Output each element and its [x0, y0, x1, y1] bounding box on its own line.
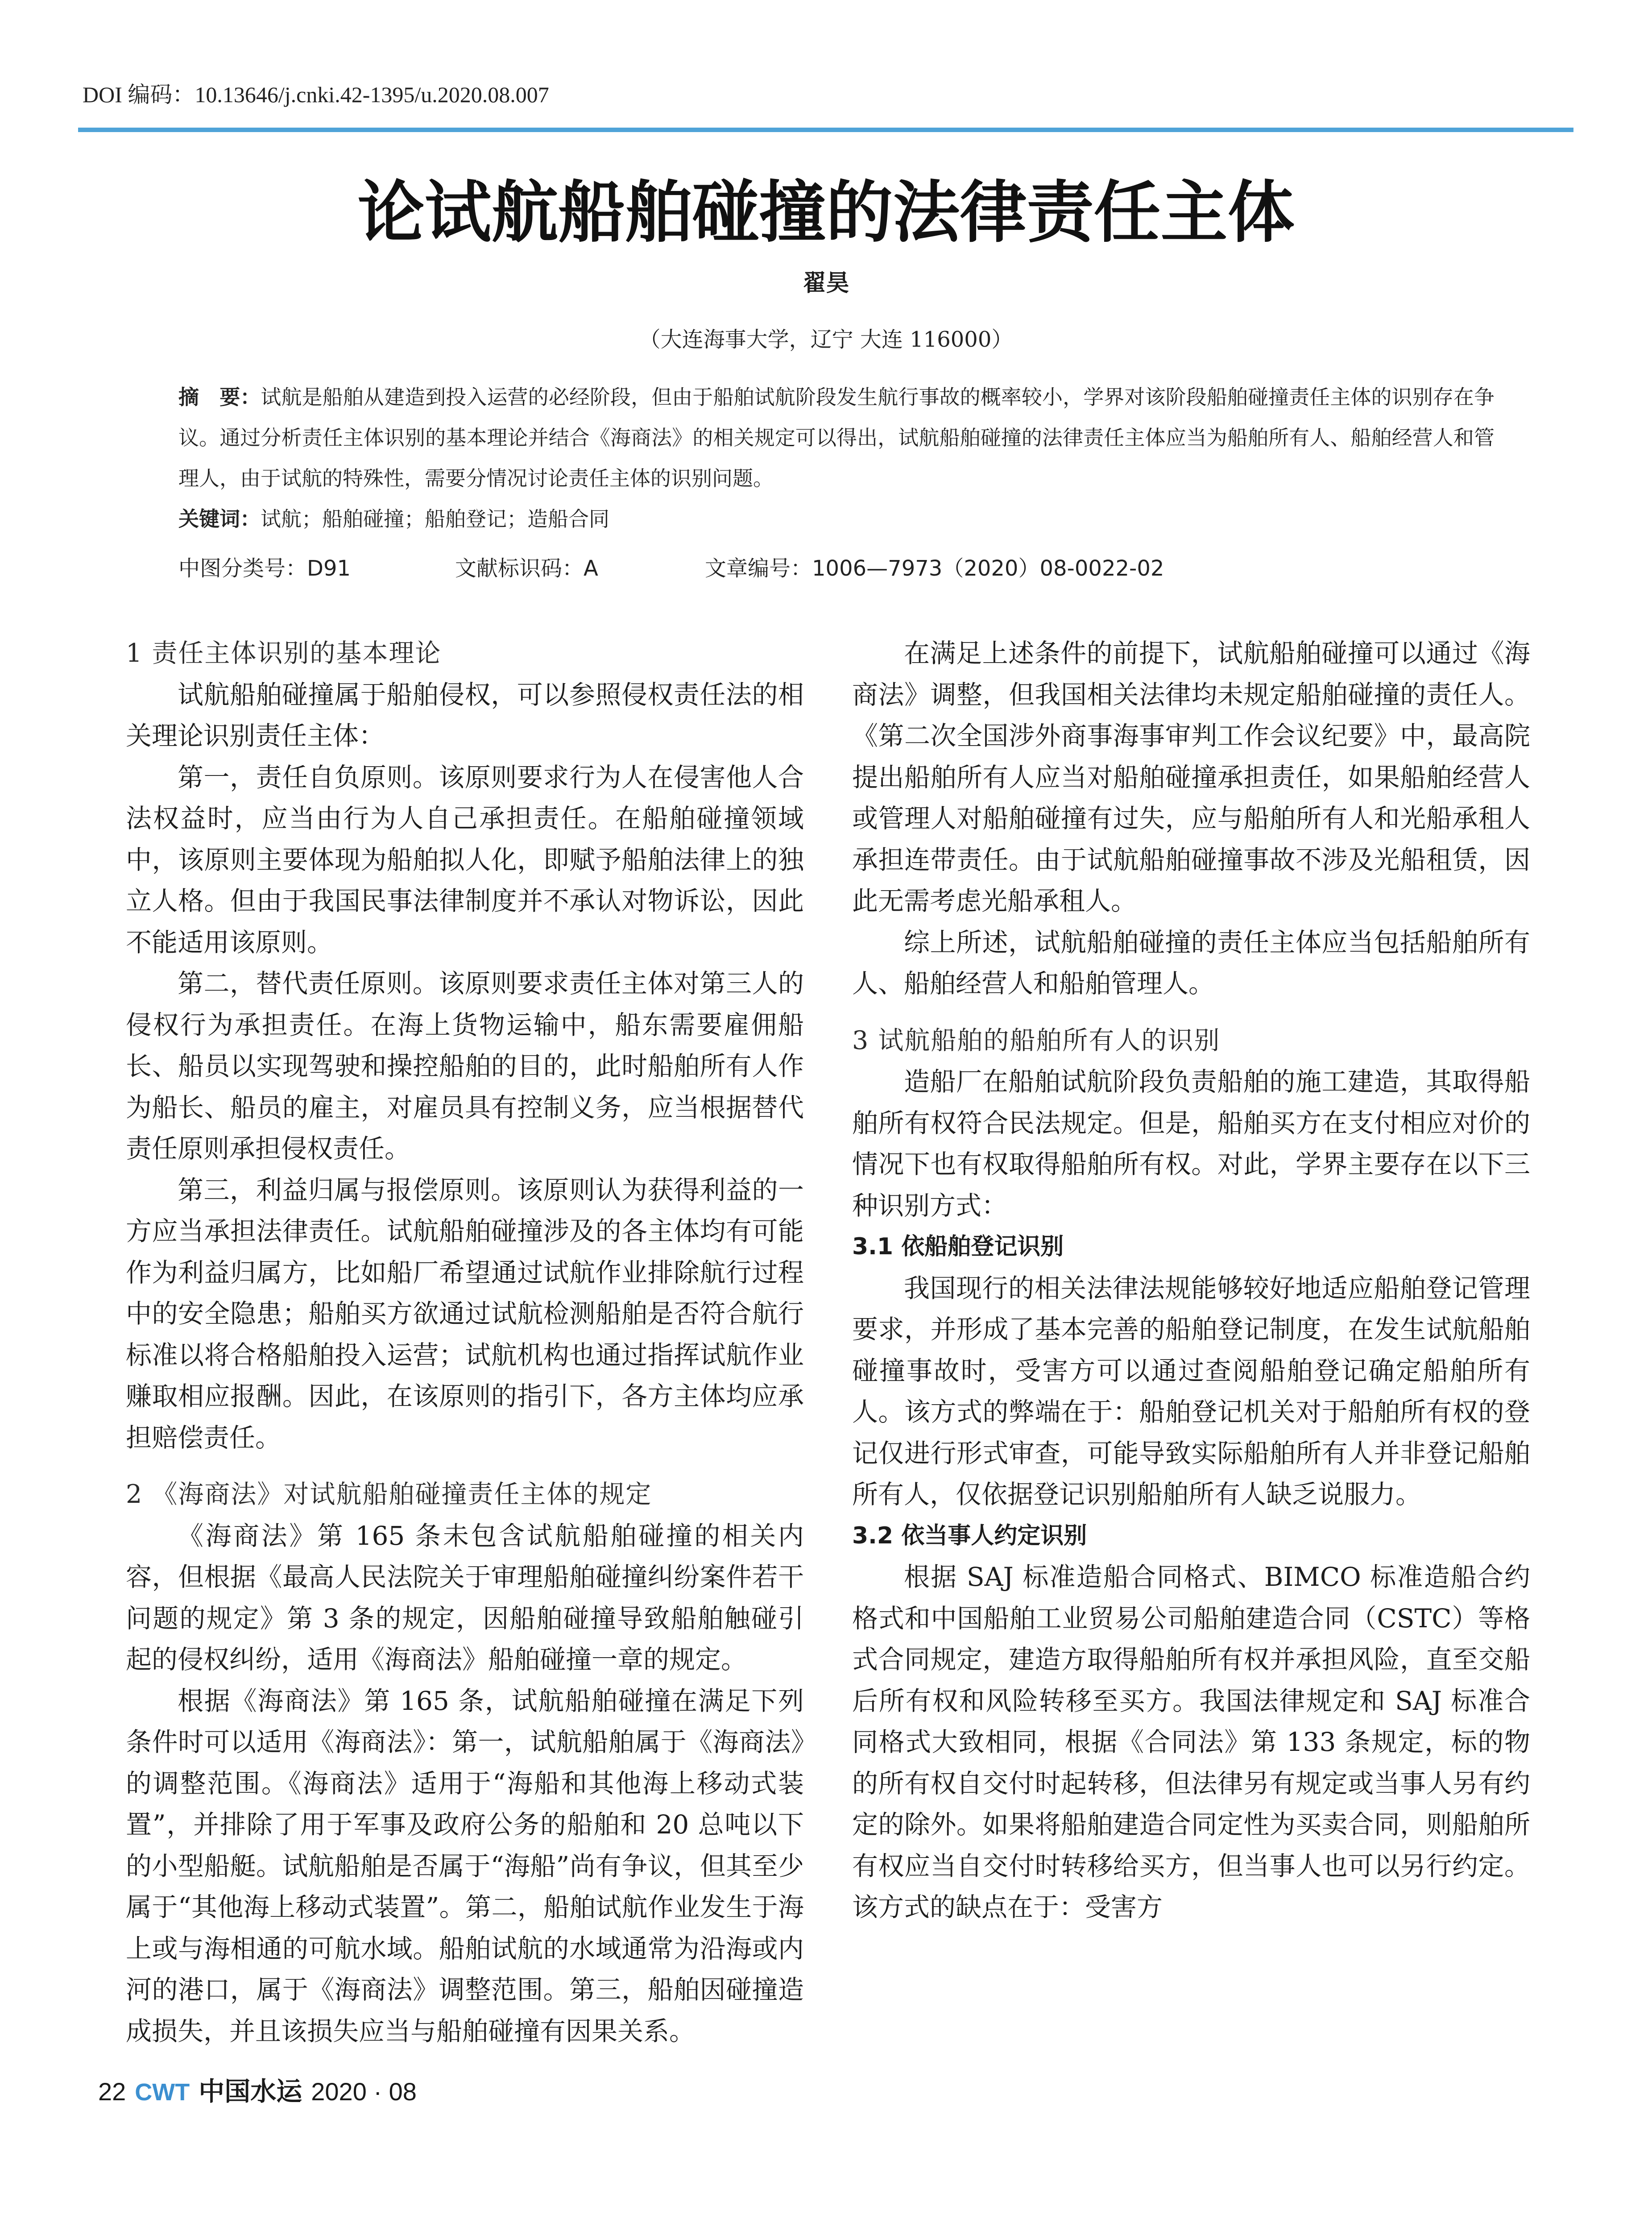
article-title: 论试航船舶碰撞的法律责任主体 [357, 174, 1295, 252]
abstract-block [178, 377, 1495, 539]
paragraph: 造船厂在船舶试航阶段负责船舶的施工建造，其取得船舶所有权符合民法规定。但是，船舶买方在支付相应对价的情况下也有权取得船舶所有权。对此，学界主要存在以下三种识别方式： [852, 1066, 1530, 1221]
section-3-2-heading: 3.2 依当事人约定识别 [852, 1522, 1087, 1549]
paragraph: 第三，利益归属与报偿原则。该原则认为获得利益的一方应当承担法律责任。试航船舶碰撞涉及的各主体均有可能作为利益归属方，比如船厂希望通过试航作业排除航行过程中的安全隐患；船舶买方欲通过试航检测船舶是否符合航行标准以将合格船舶投入运营；试航机构也通过指挥试航作业赚取相应报酬。因此，在该原则的指引下，各方主体均应承担赔偿责任。 [126, 1174, 804, 1453]
author-name: 翟昊 [803, 270, 849, 297]
section-1-heading: 1 责任主体识别的基本理论 [126, 639, 442, 668]
issue-number: 2020 · 08 [311, 2078, 417, 2106]
paragraph: 我国现行的相关法律法规能够较好地适应船舶登记管理要求，并形成了基本完善的船舶登记制度，在发生试航船舶碰撞事故时，受害方可以通过查阅船舶登记确定船舶所有人。该方式的弊端在于：船舶登记机关对于船舶所有权的登记仅进行形式审查，可能导致实际船舶所有人并非登记船舶所有人，仅依据登记识别船舶所有人缺乏说服力。 [852, 1273, 1530, 1509]
left-column [126, 633, 804, 2052]
article-number: 文章编号：1006—7973（2020）08-0022-02 [705, 556, 1164, 581]
paragraph: 在满足上述条件的前提下，试航船舶碰撞可以通过《海商法》调整，但我国相关法律均未规定船舶碰撞的责任人。《第二次全国涉外商事海事审判工作会议纪要》中，最高院提出船舶所有人应当对船舶碰撞承担责任，如果船舶经营人或管理人对船舶碰撞有过失，应与船舶所有人和光船承租人承担连带责任。由于试航船舶碰撞事故不涉及光船租赁，因此无需考虑光船承租人。 [852, 638, 1530, 916]
abstract-label: 摘 要： [178, 385, 261, 409]
section-2-heading: 2 《海商法》对试航船舶碰撞责任主体的规定 [126, 1480, 652, 1509]
paragraph: 第二，替代责任原则。该原则要求责任主体对第三人的侵权行为承担责任。在海上货物运输中，船东需要雇佣船长、船员以实现驾驶和操控船舶的目的，此时船舶所有人作为船长、船员的雇主，对雇员具有控制义务，应当根据替代责任原则承担侵权责任。 [126, 968, 804, 1164]
paragraph: 第一，责任自负原则。该原则要求行为人在侵害他人合法权益时，应当由行为人自己承担责任。在船舶碰撞领域中，该原则主要体现为船舶拟人化，即赋予船舶法律上的独立人格。但由于我国民事法律制度并不承认对物诉讼，因此不能适用该原则。 [126, 762, 804, 958]
paragraph: 根据 SAJ 标准造船合同格式、BIMCO 标准造船合约格式和中国船舶工业贸易公司船舶建造合同（CSTC）等格式合同规定，建造方取得船舶所有权并承担风险，直至交船后所有权和风险转移至买方。我国法律规定和 SAJ 标准合同格式大致相同，根据《合同法》第 133 条规定，标的物的所有权自交付时起转移，但法律另有规定或当事人另有约定的除外。如果将船舶建造合同定性为买卖合同，则船舶所有权应当自交付时转移给买方，但当事人也可以另行约定。该方式的缺点在于：受害方 [852, 1562, 1530, 1922]
doi-line: DOI 编码：10.13646/j.cnki.42-1395/u.2020.08.007 [83, 82, 549, 107]
paragraph: 试航船舶碰撞属于船舶侵权，可以参照侵权责任法的相关理论识别责任主体： [126, 679, 804, 751]
affiliation: （大连海事大学，辽宁 大连 116000） [639, 327, 1013, 352]
keywords-text: 试航；船舶碰撞；船舶登记；造船合同 [261, 507, 609, 531]
paragraph: 《海商法》第 165 条未包含试航船舶碰撞的相关内容，但根据《最高人民法院关于审理船舶碰撞纠纷案件若干问题的规定》第 3 条的规定，因船舶碰撞导致船舶触碰引起的侵权纠纷，适用《海商法》船舶碰撞一章的规定。 [126, 1520, 804, 1675]
clc-number: 中图分类号：D91 [178, 556, 351, 581]
page-footer [98, 2070, 417, 2108]
header-rule [78, 128, 1573, 132]
journal-logo: CWT [135, 2079, 190, 2106]
keywords [178, 499, 1495, 539]
classification-line [178, 551, 1495, 582]
page-number: 22 [98, 2078, 126, 2106]
journal-name: 中国水运 [199, 2076, 302, 2107]
paragraph: 综上所述，试航船舶碰撞的责任主体应当包括船舶所有人、船舶经营人和船舶管理人。 [852, 927, 1530, 999]
abstract-text: 试航是船舶从建造到投入运营的必经阶段，但由于船舶试航阶段发生航行事故的概率较小，学界对该阶段船舶碰撞责任主体的识别存在争议。通过分析责任主体识别的基本理论并结合《海商法》的相关规定可以得出，试航船舶碰撞的法律责任主体应当为船舶所有人、船舶经营人和管理人，由于试航的特殊性，需要分情况讨论责任主体的识别问题。 [178, 385, 1495, 490]
section-3-heading: 3 试航船舶的船舶所有人的识别 [852, 1025, 1221, 1055]
paragraph: 根据《海商法》第 165 条，试航船舶碰撞在满足下列条件时可以适用《海商法》：第一，试航船舶属于《海商法》的调整范围。《海商法》适用于“海船和其他海上移动式装置”，并排除了用于军事及政府公务的船舶和 20 总吨以下的小型船艇。试航船舶是否属于“海船”尚有争议，但其至少属于“其他海上移动式装置”。第二，船舶试航作业发生于海上或与海相通的可航水域。船舶试航的水域通常为沿海或内河的港口，属于《海商法》调整范围。第三，船舶因碰撞造成损失，并且该损失应当与船舶碰撞有因果关系。 [126, 1685, 804, 2046]
keywords-label: 关键词： [178, 507, 261, 531]
right-column [852, 633, 1530, 1928]
abstract [178, 377, 1495, 499]
document-code: 文献标识码：A [455, 556, 598, 581]
section-3-1-heading: 3.1 依船舶登记识别 [852, 1233, 1064, 1260]
